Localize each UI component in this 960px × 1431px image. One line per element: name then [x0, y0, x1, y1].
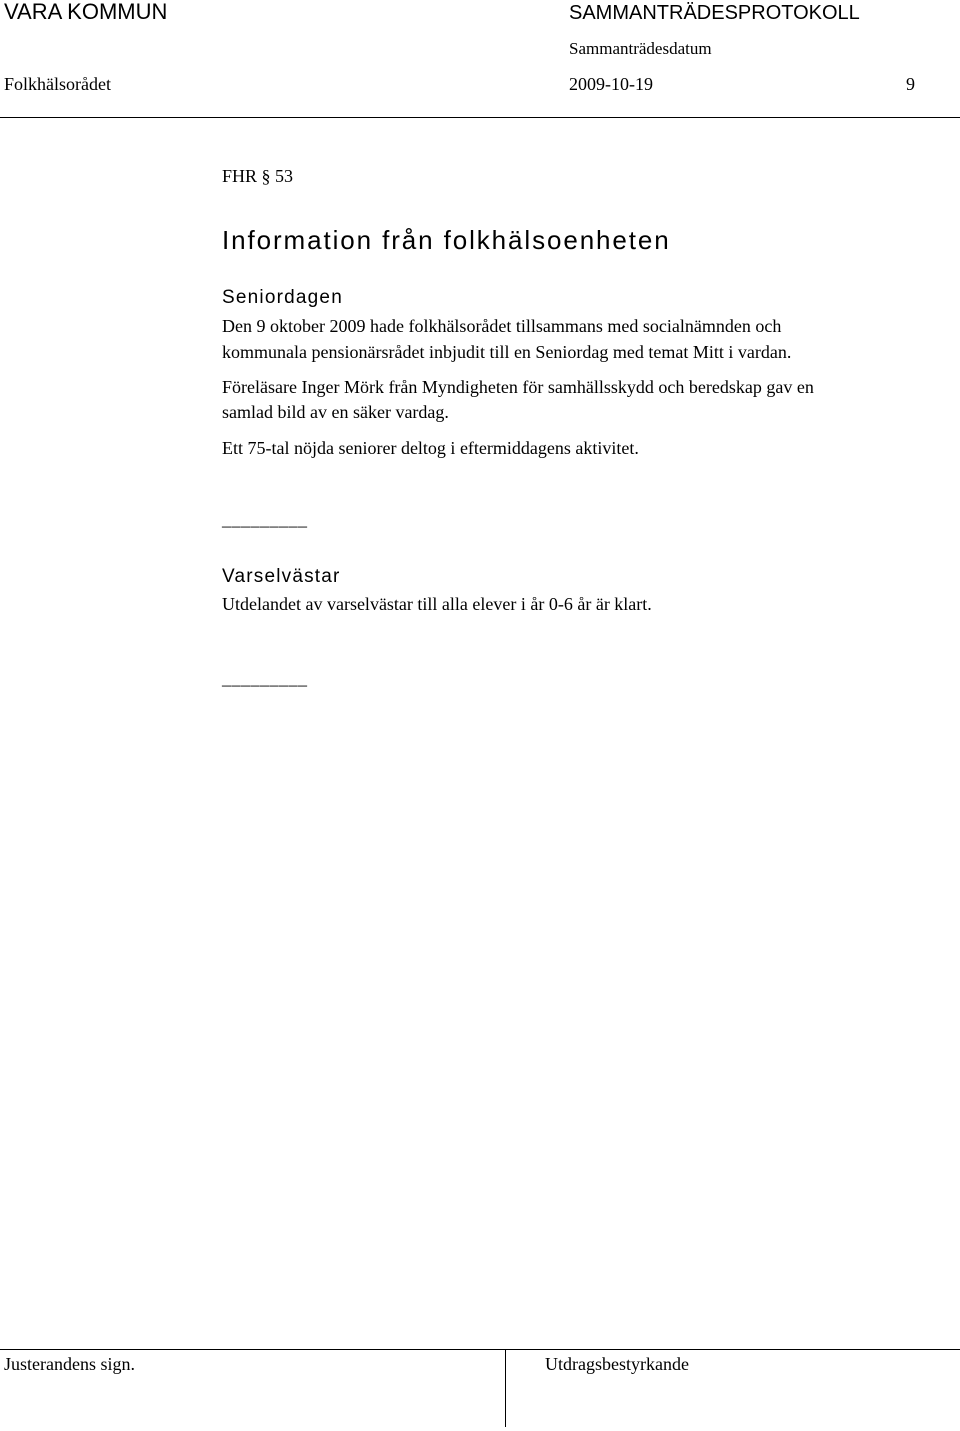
item-text-line: Föreläsare Inger Mörk från Myndigheten för samhällsskydd och beredskap gav en: [222, 377, 814, 397]
header-divider: [0, 117, 960, 118]
document-type: SAMMANTRÄDESPROTOKOLL: [569, 2, 860, 24]
extract-certification-label: Utdragsbestyrkande: [545, 1354, 689, 1374]
board-name: Folkhälsorådet: [4, 74, 111, 94]
item-text-line: Ett 75-tal nöjda seniorer deltog i eftermiddagens aktivitet.: [222, 438, 639, 458]
section-reference: FHR § 53: [222, 166, 294, 186]
page-number: 9: [906, 74, 915, 94]
item-text-line: kommunala pensionärsrådet inbjudit till en Seniordag med temat Mitt i vardan.: [222, 342, 792, 362]
item-text-line: Den 9 oktober 2009 hade folkhälsorådet tillsammans med socialnämnden och: [222, 316, 782, 336]
footer-divider: [0, 1349, 960, 1350]
item-separator: _________: [222, 668, 308, 688]
item-separator: _________: [222, 509, 308, 529]
meeting-date: 2009-10-19: [569, 74, 653, 94]
organization-name: VARA KOMMUN: [4, 0, 168, 24]
item-text-line: Utdelandet av varselvästar till alla elever i år 0-6 år är klart.: [222, 594, 652, 614]
footer-column-divider: [505, 1349, 506, 1427]
adjuster-signature-label: Justerandens sign.: [4, 1354, 135, 1374]
section-title: Information från folkhälsoenheten: [222, 225, 671, 255]
item-heading-seniordagen: Seniordagen: [222, 287, 343, 308]
item-heading-varselvastar: Varselvästar: [222, 566, 341, 587]
meeting-date-label: Sammanträdesdatum: [569, 39, 712, 58]
item-text-line: samlad bild av en säker vardag.: [222, 402, 449, 422]
